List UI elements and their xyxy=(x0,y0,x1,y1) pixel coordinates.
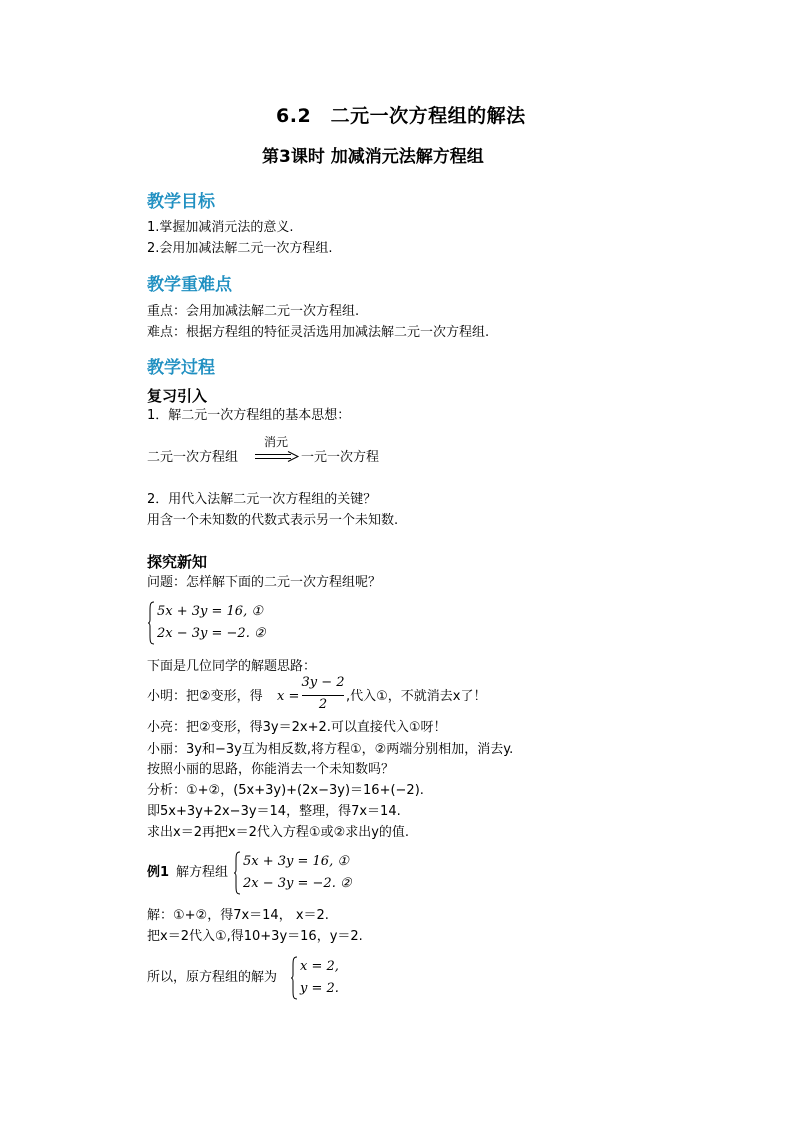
solution-y: y = 2. xyxy=(300,981,339,996)
xiaoming-text-end: ,代入①，不就消去x了！ xyxy=(346,689,487,704)
xiaoliang-text: 小亮：把②变形，得3y＝2x+2.可以直接代入①呀！ xyxy=(147,720,447,735)
fraction-bar xyxy=(302,695,344,696)
important-point: 重点：会用加减法解二元一次方程组. xyxy=(147,304,360,319)
xiaoming-text: 小明：把②变形，得 xyxy=(147,689,263,704)
example-label: 例1 xyxy=(147,865,170,880)
left-brace-icon xyxy=(233,851,241,895)
review-answer-2: 用含一个未知数的代数式表示另一个未知数. xyxy=(147,513,399,528)
keypoints-heading: 教学重难点 xyxy=(147,275,232,295)
page-title: 6.2 二元一次方程组的解法 xyxy=(276,105,526,127)
equation-system xyxy=(147,601,277,645)
goals-heading: 教学目标 xyxy=(147,192,215,212)
left-brace-icon xyxy=(290,956,298,1000)
analysis-step-2: 求出x＝2再把x＝2代入方程①或②求出y的值. xyxy=(147,825,410,840)
double-arrow-icon xyxy=(254,451,300,463)
xiaoming-variable: x = xyxy=(277,689,300,704)
process-heading: 教学过程 xyxy=(147,358,215,378)
conclusion-text: 所以，原方程组的解为 xyxy=(147,970,278,985)
solution-step-1: 解：①+②，得7x＝14， x＝2. xyxy=(147,908,329,923)
solution-step-2: 把x＝2代入①,得10+3y＝16，y＝2. xyxy=(147,929,363,944)
arrow-label: 消元 xyxy=(264,435,289,449)
difficult-point: 难点：根据方程组的特征灵活选用加减法解二元一次方程组. xyxy=(147,325,490,340)
equation-1: 5x + 3y = 16, ① xyxy=(157,604,263,619)
diagram-left-label: 二元一次方程组 xyxy=(147,450,239,465)
review-question-2: 2．用代入法解二元一次方程组的关键？ xyxy=(147,492,377,507)
example-equation-2: 2x − 3y = −2. ② xyxy=(243,876,352,891)
goal-item-2: 2.会用加减法解二元一次方程组. xyxy=(147,241,333,256)
fraction-numerator: 3y − 2 xyxy=(301,675,345,690)
lesson-subtitle: 第3课时 加减消元法解方程组 xyxy=(262,147,484,167)
analysis-step-1: 即5x+3y+2x−3y＝14，整理，得7x＝14. xyxy=(147,804,401,819)
solution-system xyxy=(290,956,360,1000)
explore-heading: 探究新知 xyxy=(147,553,208,571)
follow-up-question: 按照小丽的思路，你能消去一个未知数吗？ xyxy=(147,762,395,777)
example-equation-system xyxy=(233,851,363,895)
example-prompt: 解方程组 xyxy=(176,865,229,880)
left-brace-icon xyxy=(147,601,155,645)
analysis-line: 分析：①+②，(5x+3y)+(2x−3y)＝16+(−2). xyxy=(147,783,424,798)
solution-x: x = 2, xyxy=(300,959,339,974)
ideas-intro: 下面是几位同学的解题思路： xyxy=(147,659,317,674)
goal-item-1: 1.掌握加减消元法的意义. xyxy=(147,220,294,235)
review-question-1: 1．解二元一次方程组的基本思想： xyxy=(147,408,351,423)
explore-question: 问题：怎样解下面的二元一次方程组呢？ xyxy=(147,575,382,590)
equation-2: 2x − 3y = −2. ② xyxy=(157,626,266,641)
xiaoli-text: 小丽：3y和−3y互为相反数,将方程①，②两端分别相加，消去y. xyxy=(147,742,514,757)
fraction-denominator: 2 xyxy=(318,697,328,712)
review-heading: 复习引入 xyxy=(147,387,208,405)
example-equation-1: 5x + 3y = 16, ① xyxy=(243,854,349,869)
diagram-right-label: 一元一次方程 xyxy=(301,450,380,465)
